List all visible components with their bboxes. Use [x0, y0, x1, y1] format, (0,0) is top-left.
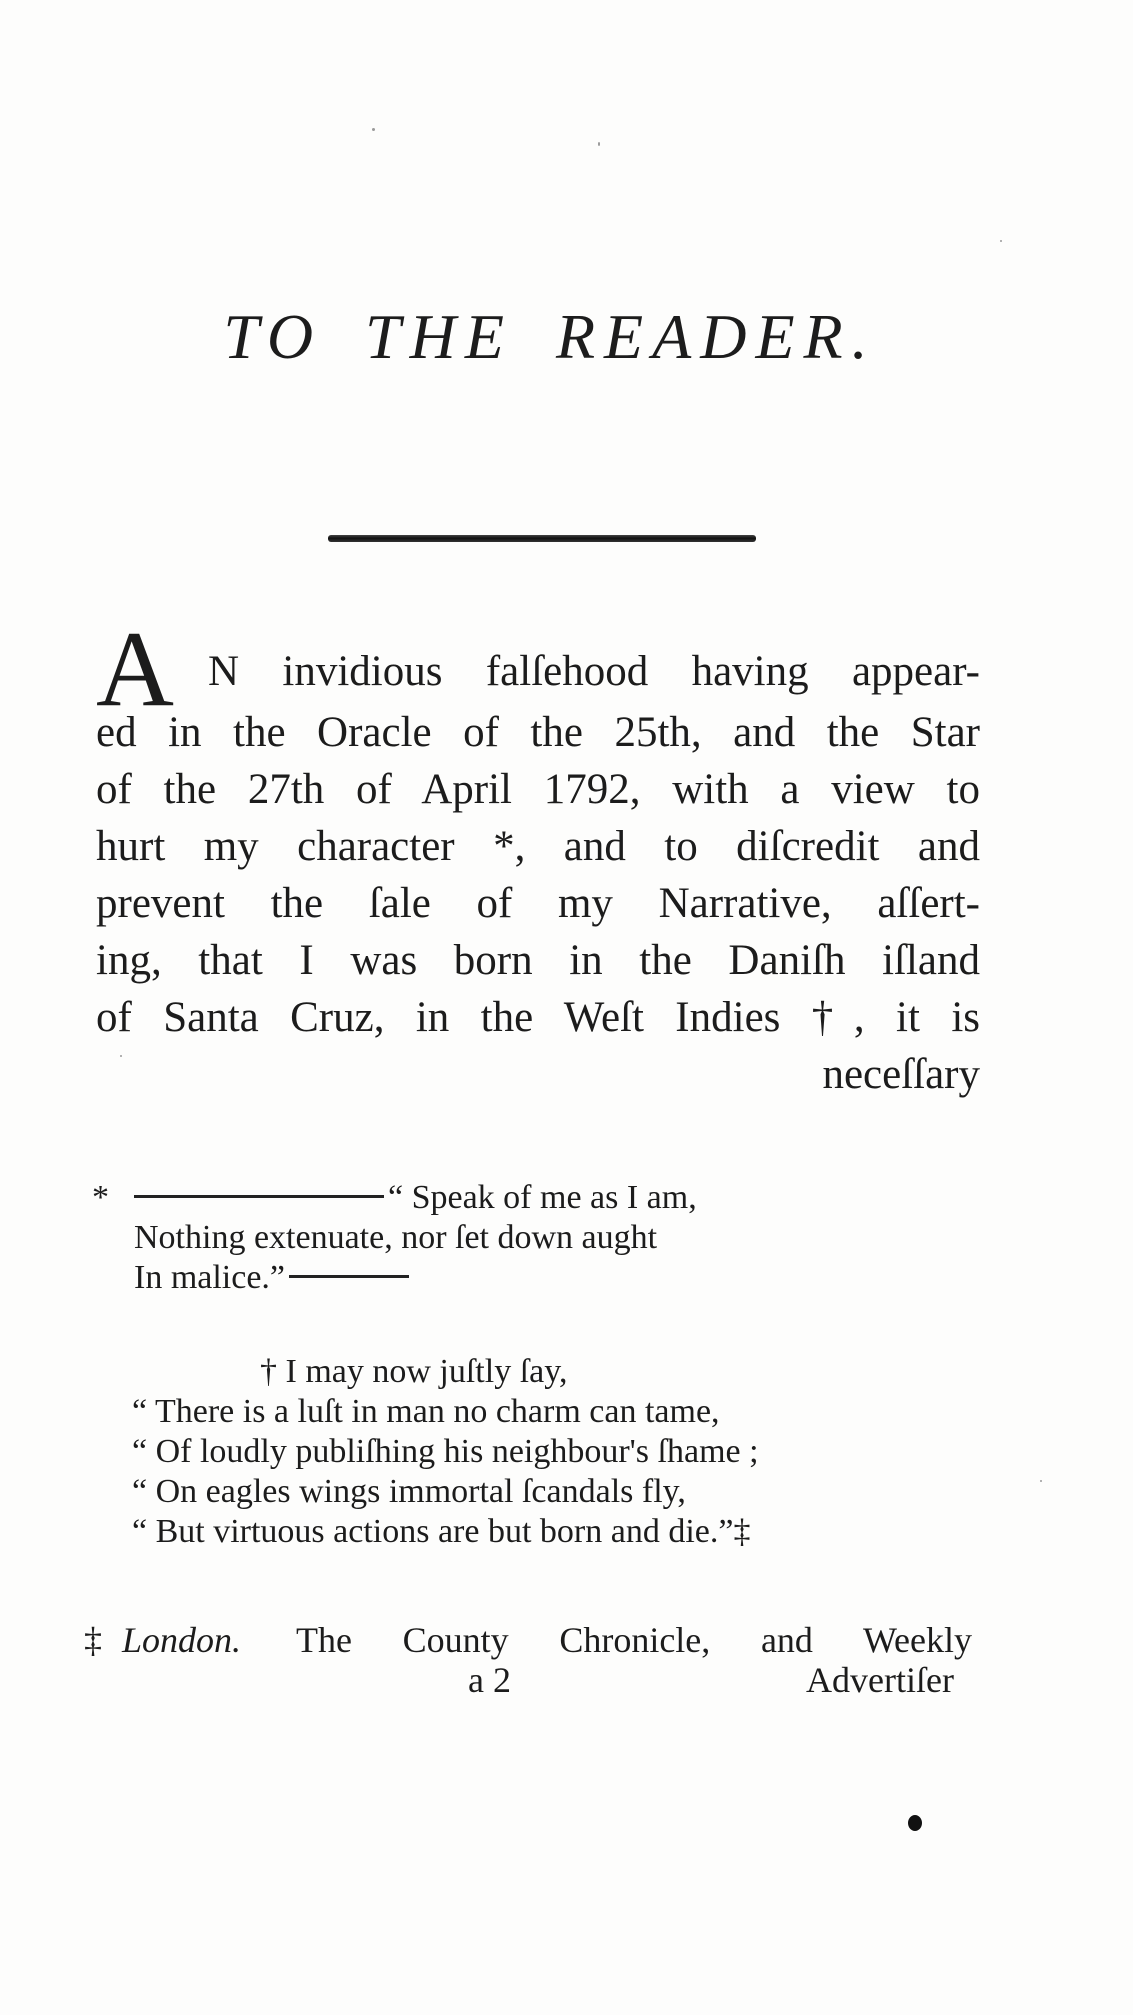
footnote-mark: * — [92, 1179, 109, 1216]
paper-speck — [598, 142, 600, 146]
body-line: ed in the Oracle of the 25th, and the Star — [96, 709, 980, 756]
footnote-quote-end: In malice.” — [134, 1259, 286, 1296]
paper-speck — [372, 128, 375, 131]
footnote-quote: “ Speak of me as I am, — [388, 1179, 697, 1216]
paper-speck — [1040, 1480, 1042, 1482]
body-line: of the 27th of April 1792, with a view to — [96, 766, 980, 813]
footnote-text: The County Chronicle, and Weekly — [296, 1620, 972, 1660]
paper-speck — [1000, 240, 1002, 242]
footnote-mark: ‡ — [84, 1620, 102, 1660]
page-title: TO THE READER. — [223, 301, 877, 372]
catchword: Advertiſer — [806, 1660, 954, 1700]
verse-line: “ There is a luſt in man no charm can tame, — [132, 1393, 720, 1430]
verse-line: “ But virtuous actions are but born and die.”‡ — [132, 1513, 751, 1550]
verse-line: “ Of loudly publiſhing his neighbour's ſhame ; — [132, 1433, 759, 1470]
footnote-line: Nothing extenuate, nor ſet down aught — [134, 1219, 658, 1256]
body-paragraph — [96, 610, 980, 1103]
body-first-line — [96, 610, 980, 729]
ink-blot — [908, 1815, 922, 1831]
title-rule — [328, 535, 756, 542]
signature-mark: a 2 — [468, 1660, 511, 1700]
body-line: of Santa Cruz, in the Weſt Indies †, it is — [96, 994, 980, 1041]
body-line: ing, that I was born in the Daniſh iſland — [96, 937, 980, 984]
footnote-line — [134, 1258, 409, 1298]
verse-line: “ On eagles wings immortal ſcandals fly, — [132, 1473, 686, 1510]
body-line: N invidious falſehood having appear- — [208, 648, 980, 695]
footnote-city: London. — [122, 1620, 242, 1660]
body-line: prevent the ſale of my Narrative, aſſert- — [96, 880, 980, 927]
body-line: hurt my character *, and to diſcredit and — [96, 823, 980, 870]
footnote-line — [134, 1178, 697, 1218]
em-dash-rule — [289, 1275, 409, 1278]
footnote-intro: † I may now juſtly ſay, — [260, 1353, 568, 1390]
catchword: neceſſary — [822, 1051, 980, 1098]
drop-cap: A — [96, 610, 174, 729]
em-dash-rule — [134, 1195, 384, 1198]
